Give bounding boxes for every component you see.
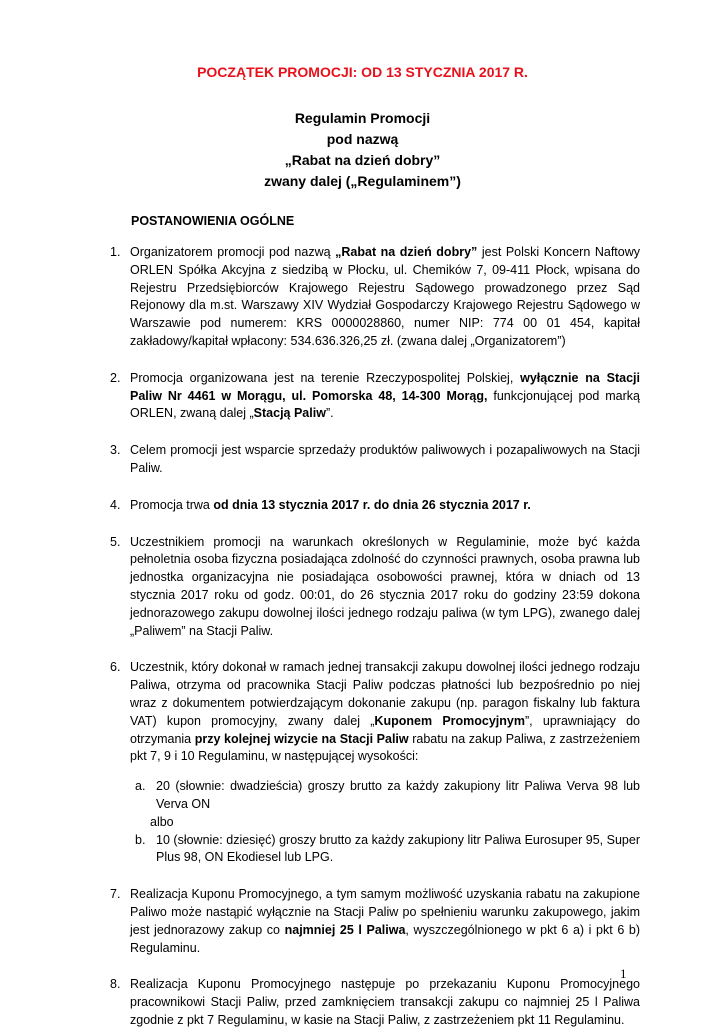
list-item-text: funkcjonującej pod marką ORLEN, zwaną dalej „ bbox=[130, 388, 640, 421]
sub-item-b-text: 10 (słownie: dziesięć) groszy brutto za każdy zakupiony litr Paliwa Eurosuper 95, Super Plus 98, ON Ekodiesel lub LPG. bbox=[156, 832, 640, 865]
list-item bbox=[110, 497, 640, 515]
section-heading: POSTANOWIENIA OGÓLNE bbox=[131, 214, 295, 228]
list-item-number: 2. bbox=[110, 370, 121, 385]
list-item-text: jest Polski Koncern Naftowy ORLEN Spółka Akcyjna z siedzibą w Płocku, ul. Chemików 7, 09-411 Płock, wpisana do Rejestru Przedsiębiorców Krajowego Rejestru Sądowego prowadzonego przez Sąd Rejonowy dla m.st. Warszawy XIV Wydział Gospodarczy Krajowego Rejestru Sądowego w Warszawie pod numerem: KRS 0000028860, numer NIP: 774 00 01 454, kapitał zakładowy/kapitał wpłacony: 534.636.326,25 zł. (zwana dalej „Organizatorem”) bbox=[130, 245, 641, 348]
list-item-number: 6. bbox=[110, 660, 121, 675]
list-item-number: 5. bbox=[110, 534, 121, 549]
bold-text: Stacją Paliw bbox=[253, 406, 326, 421]
list-item bbox=[110, 659, 640, 766]
list-item-text: Organizatorem promocji pod nazwą bbox=[130, 245, 336, 259]
sub-item-a-number: a. bbox=[135, 779, 146, 794]
sub-item-b-number: b. bbox=[135, 832, 146, 847]
list-item-number: 3. bbox=[110, 443, 121, 458]
title-line-3: „Rabat na dzień dobry” bbox=[284, 152, 441, 168]
list-item-text: Celem promocji jest wsparcie sprzedaży produktów paliwowych i pozapaliwowych na Stacji Paliw. bbox=[130, 443, 640, 475]
promotion-start-banner: POCZĄTEK PROMOCJI: OD 13 STYCZNIA 2017 R. bbox=[197, 64, 528, 80]
list-item bbox=[110, 370, 640, 423]
bold-text: od dnia 13 stycznia 2017 r. do dnia 26 stycznia 2017 r. bbox=[213, 497, 531, 512]
list-item-text: ”. bbox=[325, 406, 334, 421]
list-item-number: 1. bbox=[110, 245, 121, 259]
list-item-text: , wyszczególnionego w pkt 6 a) i pkt 6 b) Regulaminu. bbox=[130, 922, 640, 955]
list-item-text: Realizacja Kuponu Promocyjnego następuje po przekazaniu Kuponu Promocyjnego pracownikowi Stacji Paliw, przed zamknięciem transakcji zakupu co najmniej 25 l Paliwa zgodnie z pkt 7 Regulaminu, w kasie na Stacji Paliw, z zastrzeżeniem pkt 11 Regulaminu. bbox=[130, 977, 640, 1027]
list-item-text: ”, uprawniający do otrzymania bbox=[130, 713, 640, 746]
document-title bbox=[0, 108, 725, 192]
bold-text: Kuponem Promocyjnym bbox=[374, 713, 525, 728]
regulations-list bbox=[110, 244, 640, 1030]
list-item bbox=[110, 442, 640, 478]
list-item bbox=[110, 244, 640, 351]
list-item bbox=[110, 976, 640, 1029]
sub-item-a bbox=[135, 778, 640, 814]
list-item-number: 7. bbox=[110, 887, 121, 902]
albo-text: albo bbox=[150, 814, 174, 829]
list-item-text: rabatu na zakup Paliwa, z zastrzeżeniem pkt 7, 9 i 10 Regulaminu, w następującej wysokości: bbox=[130, 731, 641, 764]
title-line-1: Regulamin Promocji bbox=[294, 110, 431, 126]
list-item bbox=[110, 886, 640, 957]
sub-item-a-text: 20 (słownie: dwadzieścia) groszy brutto za każdy zakupiony litr Paliwa Verva 98 lub Verva ON bbox=[156, 779, 640, 811]
list-item-text: Uczestnik, który dokonał w ramach jednej transakcji zakupu dowolnej ilości jednego rodzaju Paliwa, otrzyma od pracownika Stacji Paliw podczas płatności lub bezpośrednio po niej wraz z dokumentem potwierdzającym dokonanie zakupu (np. paragon fiskalny lub faktura VAT) kupon promocyjny, zwany dalej „ bbox=[130, 660, 640, 728]
page-number: 1 bbox=[620, 966, 627, 981]
bold-text: wyłącznie na Stacji Paliw Nr 4461 w Morągu, ul. Pomorska 48, 14-300 Morąg, bbox=[130, 370, 640, 403]
list-item-number: 4. bbox=[110, 497, 121, 512]
bold-text: przy kolejnej wizycie na Stacji Paliw bbox=[194, 731, 409, 746]
list-item-text: Realizacja Kuponu Promocyjnego, a tym samym możliwość uzyskania rabatu na zakupione Paliwo może nastąpić wyłącznie na Stacji Paliw po spełnieniu warunku zakupowego, jakim jest jednorazowy zakup co bbox=[130, 887, 640, 937]
list-item-text: Uczestnikiem promocji na warunkach określonych w Regulaminie, może być każda pełnoletnia osoba fizyczna posiadająca zdolność do czynności prawnych, osoba prawna lub jednostka organizacyjna nie posiadająca osobowości prawnej, która w dniach od 13 stycznia 2017 roku od godz. 00:01, do 26 stycznia 2017 roku do godziny 23:59 dokona jednorazowego zakupu dowolnej ilości jednego rodzaju paliwa (w tym LPG), zwanego dalej „Paliwem” na Stacji Paliw. bbox=[130, 534, 640, 638]
bold-text: „Rabat na dzień dobry” bbox=[335, 245, 478, 259]
list-item-text: Promocja trwa bbox=[130, 497, 214, 512]
list-item-text: Promocja organizowana jest na terenie Rzeczypospolitej Polskiej, bbox=[130, 370, 521, 385]
list-item bbox=[110, 534, 640, 641]
title-line-4: zwany dalej („Regulaminem”) bbox=[264, 173, 461, 189]
title-line-2: pod nazwą bbox=[326, 131, 399, 147]
list-item-number: 8. bbox=[110, 977, 121, 992]
bold-text: najmniej 25 l Paliwa bbox=[284, 922, 406, 937]
sub-item-b bbox=[135, 832, 640, 868]
